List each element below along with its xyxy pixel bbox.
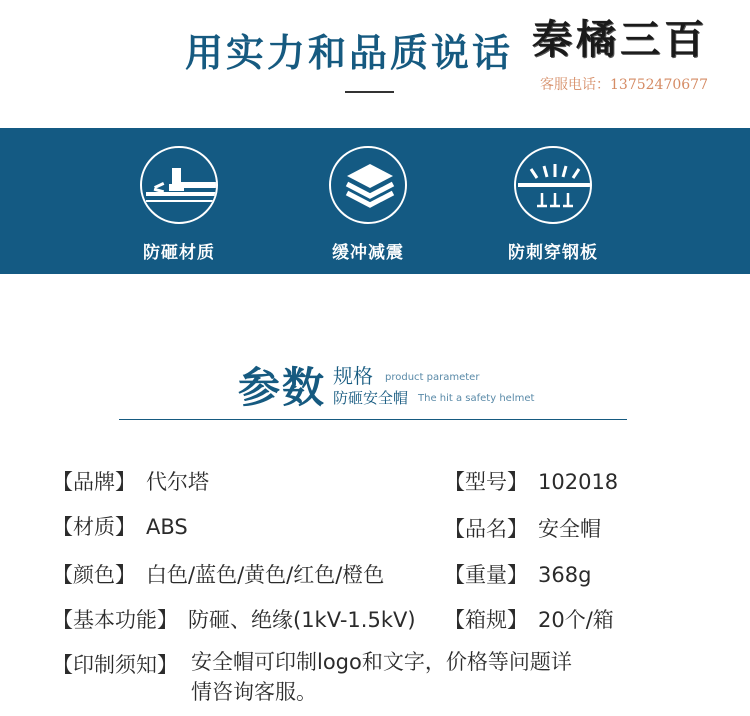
- spec-model: [444, 466, 618, 496]
- feature-label: 防砸材质: [143, 243, 215, 263]
- anti-smash-icon: [140, 146, 218, 224]
- spec-key: 【箱规】: [444, 608, 528, 632]
- spec-function: [52, 604, 416, 634]
- params-subtitle: 规格: [333, 364, 373, 388]
- feature-label: 缓冲减震: [332, 243, 404, 263]
- spec-product-name: [444, 513, 601, 543]
- product-subtitle: 防砸安全帽: [333, 389, 409, 407]
- spec-value: 368g: [538, 563, 592, 587]
- spec-value: 白色/蓝色/黄色/红色/橙色: [146, 563, 385, 587]
- feature-anti-smash: [89, 146, 269, 263]
- spec-printing-key-row: [52, 649, 178, 679]
- spec-key: 【颜色】: [52, 563, 136, 587]
- title-underline: [345, 91, 394, 93]
- note-line: 安全帽可印制logo和文字，价格等问题详: [191, 650, 572, 674]
- spec-key: 【品牌】: [52, 470, 136, 494]
- spec-key: 【重量】: [444, 563, 528, 587]
- service-hotline: 客服电话：13752470677: [540, 77, 708, 93]
- spec-value: 102018: [538, 470, 619, 494]
- product-subtitle-en: The hit a safety helmet: [418, 393, 535, 404]
- params-subtitle-en: product parameter: [385, 372, 480, 383]
- spec-value: 安全帽: [538, 517, 601, 541]
- spec-value: 20个/箱: [538, 608, 614, 632]
- spec-key: 【品名】: [444, 517, 528, 541]
- spec-key: 【基本功能】: [52, 608, 178, 632]
- spec-printing-note: [191, 647, 572, 707]
- layers-icon: [329, 146, 407, 224]
- spec-box: [444, 604, 614, 634]
- feature-band: [0, 128, 750, 274]
- spec-key: 【型号】: [444, 470, 528, 494]
- params-title: 参数: [238, 363, 327, 412]
- spec-value: 代尔塔: [146, 470, 209, 494]
- page-title: 用实力和品质说话: [185, 31, 514, 75]
- spec-value: ABS: [146, 515, 188, 539]
- feature-label: 防刺穿钢板: [508, 243, 598, 263]
- spec-value: 防砸、绝缘(1kV-1.5kV): [188, 608, 416, 632]
- spec-key: 【材质】: [52, 515, 136, 539]
- feature-cushion: [278, 146, 458, 263]
- anti-puncture-icon: [514, 146, 592, 224]
- spec-material: [52, 511, 188, 541]
- spec-key: 【印制须知】: [52, 653, 178, 677]
- spec-brand: [52, 466, 209, 496]
- spec-weight: [444, 559, 591, 589]
- spec-color: [52, 559, 384, 589]
- section-divider: [119, 419, 627, 420]
- note-line: 情咨询客服。: [191, 680, 317, 704]
- feature-anti-puncture: [463, 146, 643, 263]
- brand-logo: 秦橘三百: [532, 16, 708, 63]
